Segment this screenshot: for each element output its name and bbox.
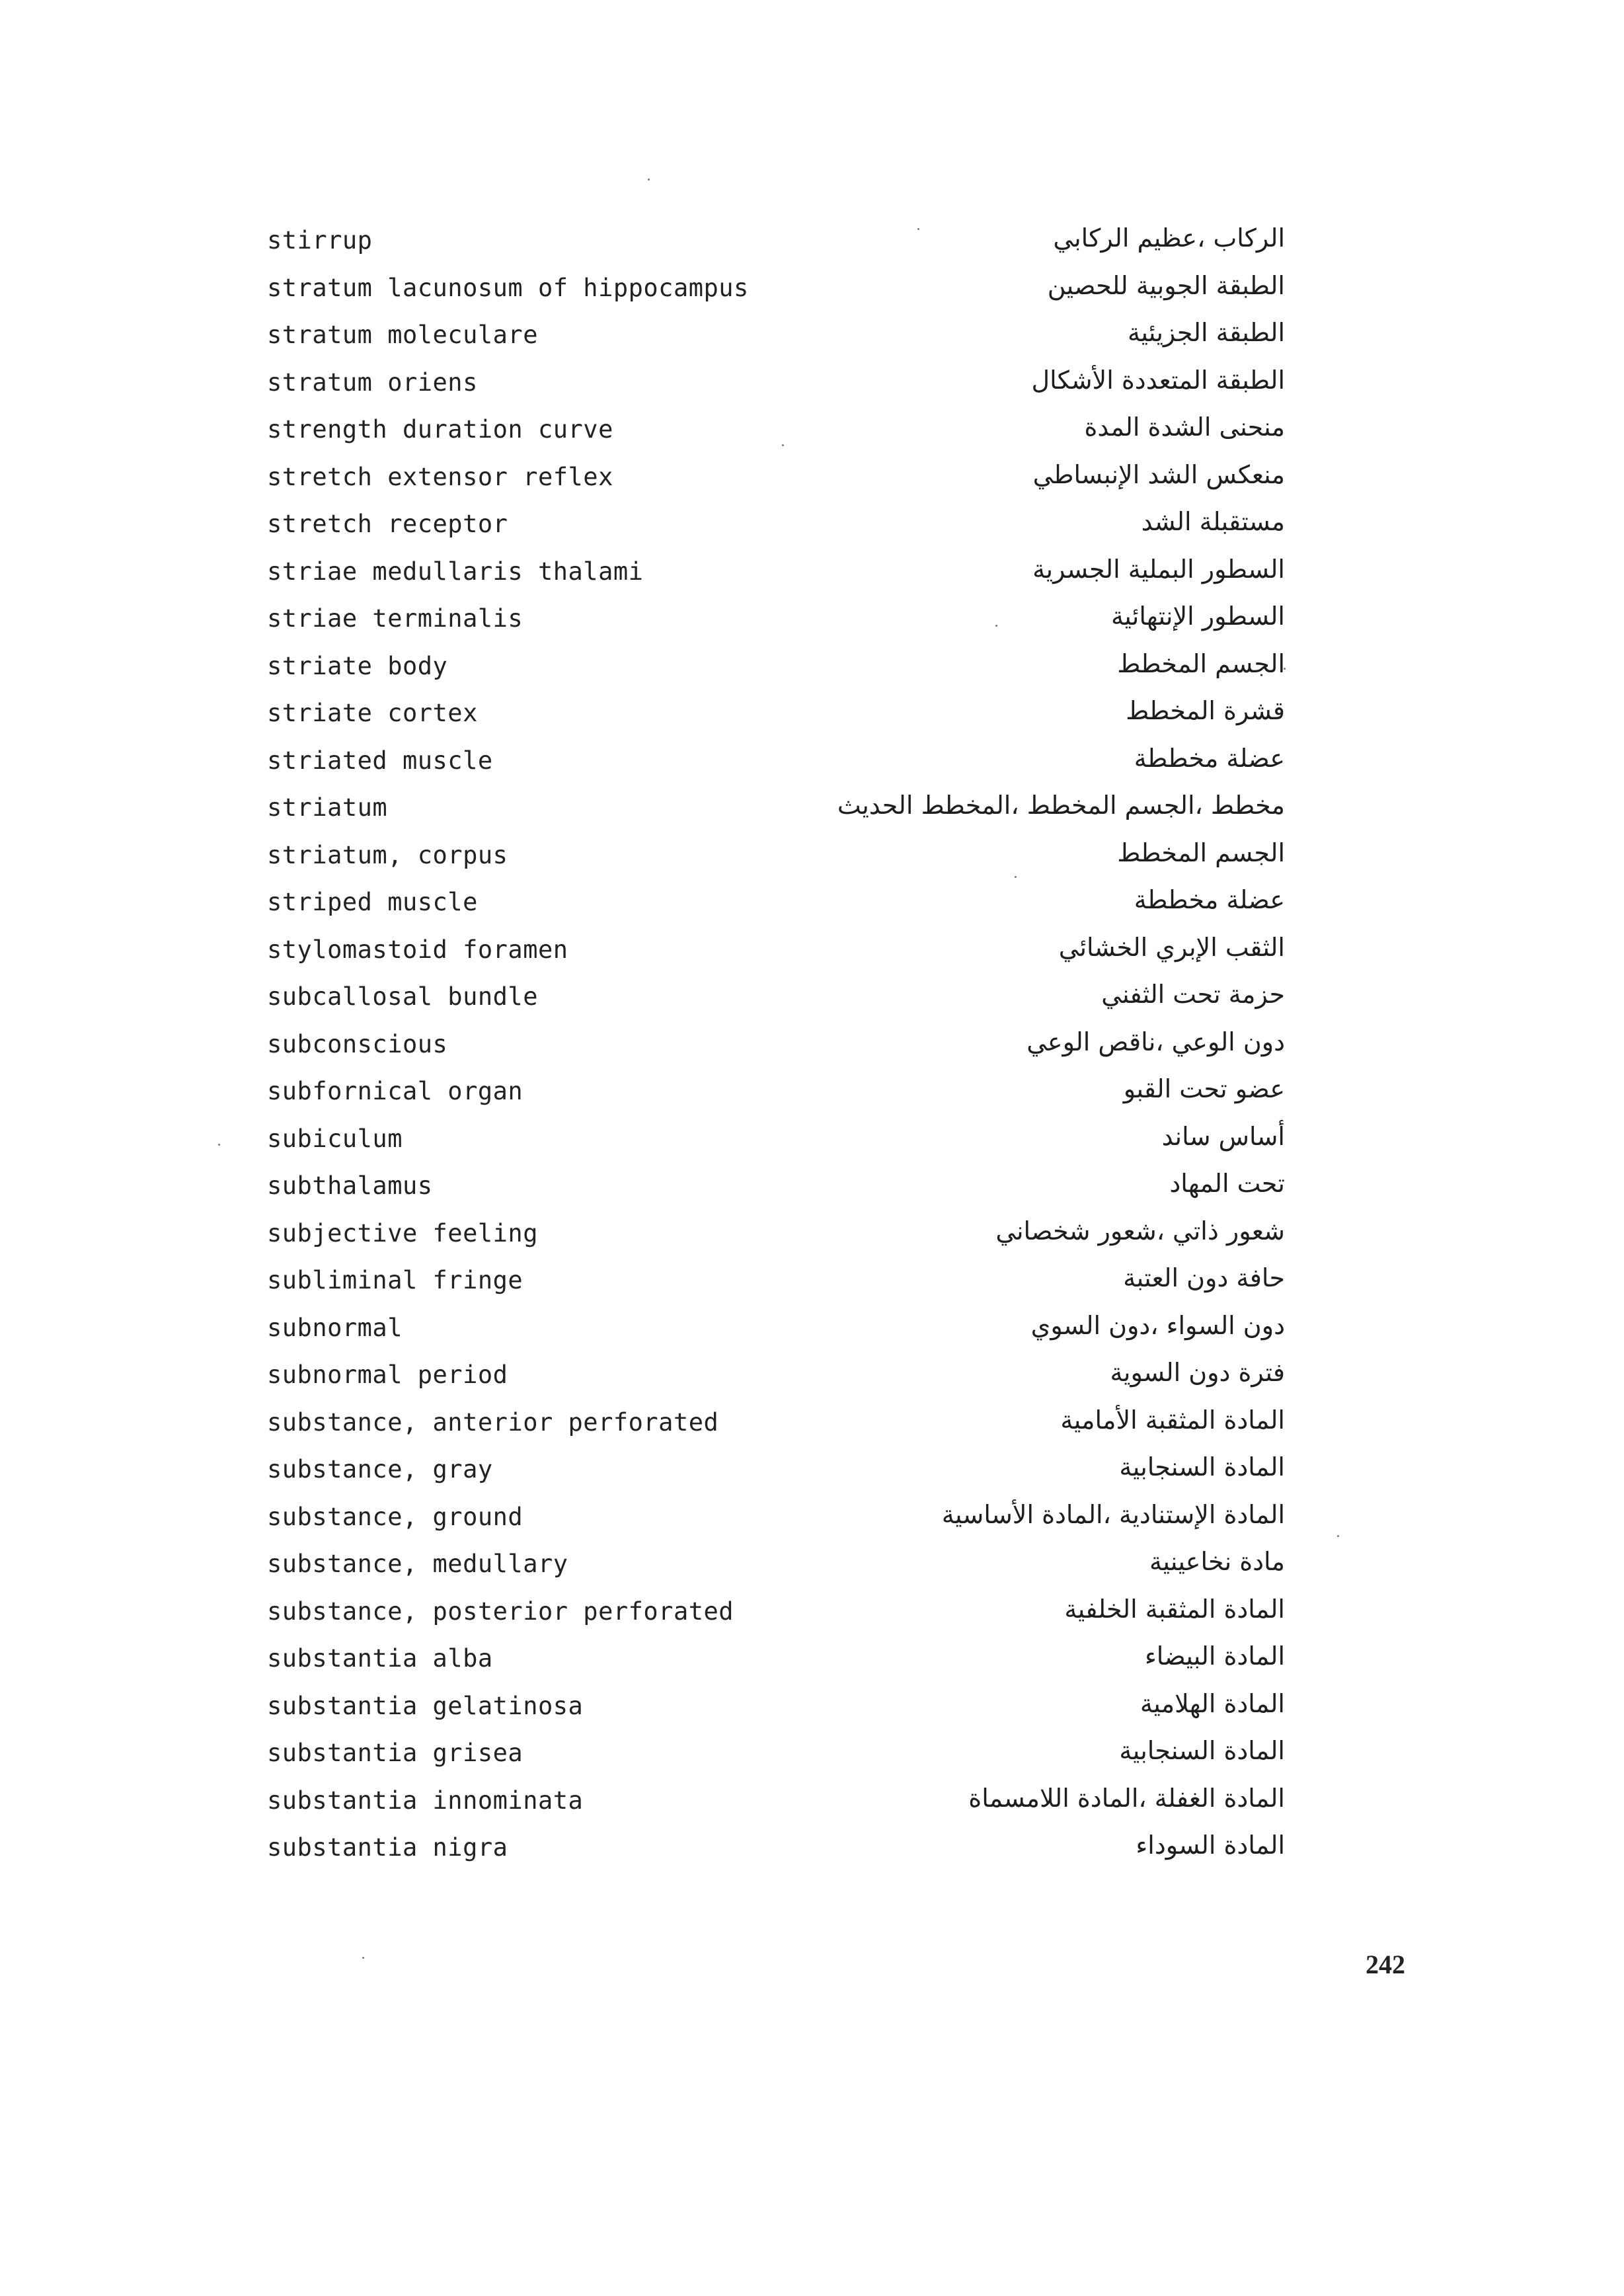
arabic-translation: المادة البيضاء <box>1144 1642 1285 1671</box>
page-number: 242 <box>1366 1950 1405 1979</box>
glossary-entry <box>267 1589 1285 1637</box>
arabic-translation: المادة الغفلة ،المادة اللامسماة <box>968 1783 1285 1813</box>
glossary-entry <box>267 738 1285 786</box>
english-term: striatum <box>267 793 388 822</box>
glossary-entry <box>267 1069 1285 1117</box>
english-term: substance, posterior perforated <box>267 1597 734 1626</box>
english-term: substantia alba <box>267 1644 493 1673</box>
english-term: subconscious <box>267 1029 448 1058</box>
arabic-translation: المادة الهلامية <box>1140 1688 1285 1718</box>
glossary-entry <box>267 1684 1285 1731</box>
english-term: stirrup <box>267 226 373 255</box>
arabic-translation: الثقب الإبري الخشائي <box>1058 932 1285 962</box>
arabic-translation: المادة المثقبة الخلفية <box>1064 1594 1285 1624</box>
glossary-entry <box>267 313 1285 360</box>
glossary-entry <box>267 1447 1285 1495</box>
english-term: striate cortex <box>267 699 478 727</box>
english-term: subiculum <box>267 1124 403 1153</box>
arabic-translation: حافة دون العتبة <box>1123 1263 1285 1292</box>
arabic-translation: منحنى الشدة المدة <box>1084 413 1285 442</box>
english-term: subnormal period <box>267 1361 508 1389</box>
scan-speck <box>218 1144 220 1146</box>
arabic-translation: دون السواء ،دون السوي <box>1030 1310 1285 1340</box>
arabic-translation: عضو تحت القبو <box>1123 1074 1285 1103</box>
arabic-translation: مادة نخاعينية <box>1149 1547 1285 1576</box>
arabic-translation: الطبقة المتعددة الأشكال <box>1031 365 1285 395</box>
english-term: stratum moleculare <box>267 321 538 349</box>
scan-speck <box>648 178 650 180</box>
glossary-entry <box>267 1731 1285 1778</box>
glossary-entry <box>267 1353 1285 1400</box>
glossary-entry <box>267 596 1285 644</box>
glossary-entry <box>267 1400 1285 1448</box>
glossary-entry <box>267 266 1285 313</box>
arabic-translation: شعور ذاتي ،شعور شخصاني <box>995 1216 1285 1246</box>
arabic-translation: فترة دون السوية <box>1110 1358 1285 1387</box>
glossary-entry <box>267 880 1285 928</box>
arabic-translation: عضلة مخططة <box>1134 885 1285 914</box>
english-term: stratum oriens <box>267 368 478 397</box>
english-term: striae medullaris thalami <box>267 557 644 586</box>
arabic-translation: الطبقة الجوبية للحصين <box>1047 270 1285 300</box>
scan-speck <box>1337 1535 1339 1537</box>
arabic-translation: تحت المهاد <box>1169 1169 1285 1198</box>
glossary-entry <box>267 833 1285 881</box>
glossary-entry <box>267 1164 1285 1211</box>
glossary-entry <box>267 1825 1285 1873</box>
english-term: substance, gray <box>267 1455 493 1484</box>
english-term: substance, ground <box>267 1502 523 1531</box>
arabic-translation: مخطط ،الجسم المخطط ،المخطط الحديث <box>837 791 1285 820</box>
english-term: stretch extensor reflex <box>267 462 613 491</box>
glossary-entry <box>267 928 1285 975</box>
glossary-entry <box>267 1117 1285 1164</box>
arabic-translation: عضلة مخططة <box>1134 743 1285 773</box>
english-term: substantia gelatinosa <box>267 1691 584 1720</box>
english-term: subfornical organ <box>267 1077 523 1105</box>
glossary-entry <box>267 644 1285 692</box>
glossary-entry <box>267 218 1285 266</box>
arabic-translation: الجسم المخطط <box>1117 649 1285 678</box>
english-term: strength duration curve <box>267 415 613 444</box>
glossary-entry <box>267 1542 1285 1589</box>
english-term: striate body <box>267 651 448 680</box>
english-term: subnormal <box>267 1313 403 1342</box>
english-term: stratum lacunosum of hippocampus <box>267 273 749 302</box>
arabic-translation: المادة السنجابية <box>1119 1736 1285 1765</box>
arabic-translation: قشرة المخطط <box>1126 696 1285 725</box>
arabic-translation: أساس ساند <box>1161 1121 1285 1151</box>
glossary-entry <box>267 691 1285 738</box>
english-term: subthalamus <box>267 1171 433 1200</box>
arabic-translation: الركاب ،عظيم الركابي <box>1053 223 1285 253</box>
glossary-entry <box>267 455 1285 502</box>
english-term: substance, medullary <box>267 1550 568 1578</box>
arabic-translation: المادة الإستنادية ،المادة الأساسية <box>941 1499 1285 1529</box>
english-term: substantia grisea <box>267 1739 523 1767</box>
arabic-translation: الجسم المخطط <box>1117 838 1285 867</box>
english-term: substance, anterior perforated <box>267 1407 719 1437</box>
english-term: stretch receptor <box>267 510 508 538</box>
glossary-entry <box>267 502 1285 549</box>
english-term: striped muscle <box>267 888 478 916</box>
glossary-entry <box>267 1778 1285 1826</box>
glossary-entry <box>267 785 1285 833</box>
glossary-entry <box>267 1022 1285 1070</box>
english-term: subcallosal bundle <box>267 982 538 1011</box>
glossary-entry <box>267 360 1285 408</box>
english-term: striatum, corpus <box>267 840 508 869</box>
arabic-translation: المادة المثقبة الأمامية <box>1060 1405 1285 1435</box>
arabic-translation: المادة السوداء <box>1136 1831 1285 1860</box>
english-term: subjective feeling <box>267 1218 538 1247</box>
arabic-translation: السطور الإنتهائية <box>1110 602 1285 631</box>
glossary-entry <box>267 407 1285 455</box>
glossary-entry <box>267 549 1285 597</box>
glossary-entry <box>267 1211 1285 1259</box>
english-term: substantia nigra <box>267 1833 508 1862</box>
glossary-entry <box>267 1495 1285 1542</box>
english-term: substantia innominata <box>267 1786 584 1815</box>
arabic-translation: السطور البملية الجسرية <box>1032 554 1285 584</box>
english-term: stylomastoid foramen <box>267 935 568 964</box>
arabic-translation: الطبقة الجزيئية <box>1128 318 1285 347</box>
english-term: subliminal fringe <box>267 1266 523 1294</box>
glossary-entries <box>267 218 1285 1873</box>
arabic-translation: مستقبلة الشد <box>1141 507 1285 536</box>
arabic-translation: المادة السنجابية <box>1119 1452 1285 1482</box>
arabic-translation: منعكس الشد الإنبساطي <box>1032 459 1285 489</box>
glossary-entry <box>267 1258 1285 1306</box>
arabic-translation: دون الوعي ،ناقص الوعي <box>1026 1027 1285 1056</box>
arabic-translation: حزمة تحت الثفني <box>1101 980 1285 1009</box>
scan-speck <box>362 1957 364 1959</box>
glossary-entry <box>267 1636 1285 1684</box>
glossary-entry <box>267 974 1285 1022</box>
english-term: striated muscle <box>267 746 493 775</box>
glossary-entry <box>267 1306 1285 1353</box>
english-term: striae terminalis <box>267 604 523 633</box>
